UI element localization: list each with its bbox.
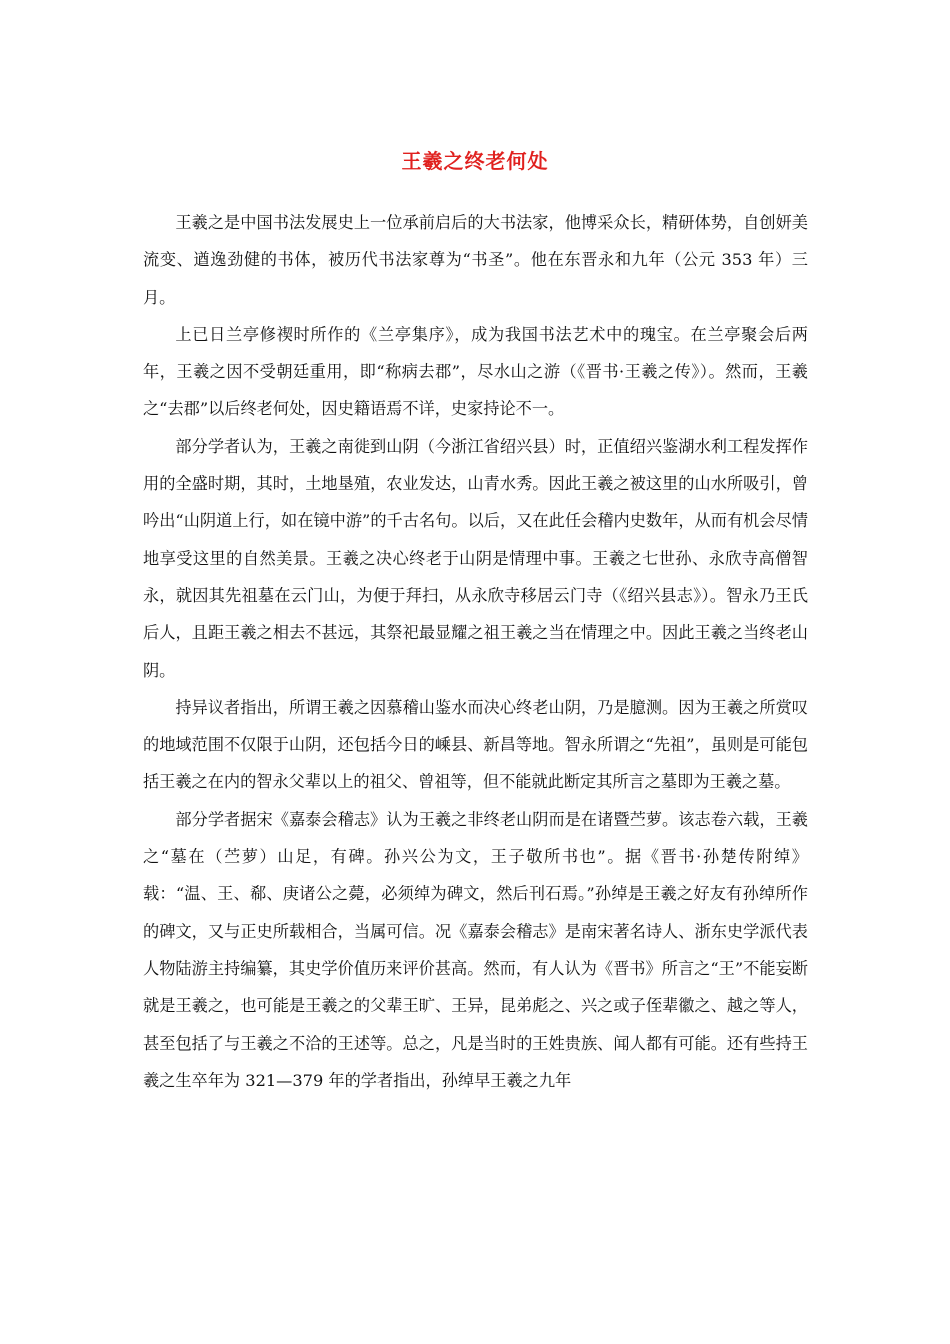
document-body — [143, 204, 808, 1099]
paragraph-5: 部分学者据宋《嘉泰会稽志》认为王羲之非终老山阴而是在诸暨苎萝。该志卷六载，王羲之“墓在（苎萝）山足，有碑。孙兴公为文，王子敬所书也”。据《晋书·孙楚传附绰》载：“温、王、郗、庚诸公之薨，必须绰为碑文，然后刊石焉。”孙绰是王羲之好友有孙绰所作的碑文，又与正史所载相合，当属可信。况《嘉泰会稽志》是南宋著名诗人、浙东史学派代表人物陆游主持编纂，其史学价值历来评价甚高。然而，有人认为《晋书》所言之“王”不能妄断就是王羲之，也可能是王羲之的父辈王旷、王异，昆弟彪之、兴之或子侄辈徽之、越之等人，甚至包括了与王羲之不洽的王述等。总之，凡是当时的王姓贵族、闻人都有可能。还有些持王羲之生卒年为 321—379 年的学者指出，孙绰早王羲之九年 — [143, 809, 808, 1090]
paragraph-2: 上已日兰亭修禊时所作的《兰亭集序》，成为我国书法艺术中的瑰宝。在兰亭聚会后两年，王羲之因不受朝廷重用，即“称病去郡”，尽水山之游（《晋书·王羲之传》）。然而，王羲之“去郡”以后终老何处，因史籍语焉不详，史家持论不一。 — [143, 324, 808, 419]
document-title: 王羲之终老何处 — [401, 149, 549, 173]
paragraph-3: 部分学者认为，王羲之南徙到山阴（今浙江省绍兴县）时，正值绍兴鉴湖水利工程发挥作用的全盛时期，其时，土地垦殖，农业发达，山青水秀。因此王羲之被这里的山水所吸引，曾吟出“山阴道上行，如在镜中游”的千古名句。以后，又在此任会稽内史数年，从而有机会尽情地享受这里的自然美景。王羲之决心终老于山阴是情理中事。王羲之七世孙、永欣寺高僧智永，就因其先祖墓在云门山，为便于拜扫，从永欣寺移居云门寺（《绍兴县志》）。智永乃王氏后人，且距王羲之相去不甚远，其祭祀最显耀之祖王羲之当在情理之中。因此王羲之当终老山阴。 — [143, 436, 808, 680]
paragraph-1: 王羲之是中国书法发展史上一位承前启后的大书法家，他博采众长，精研体势，自创妍美流变、遒逸劲健的书体，被历代书法家尊为“书圣”。他在东晋永和九年（公元 353 年）三月。 — [143, 213, 808, 307]
paragraph-4: 持异议者指出，所谓王羲之因慕稽山鉴水而决心终老山阴，乃是臆测。因为王羲之所赏叹的地域范围不仅限于山阴，还包括今日的嵊县、新昌等地。智永所谓之“先祖”，虽则是可能包括王羲之在内的智永父辈以上的祖父、曾祖等，但不能就此断定其所言之墓即为王羲之墓。 — [143, 697, 808, 792]
